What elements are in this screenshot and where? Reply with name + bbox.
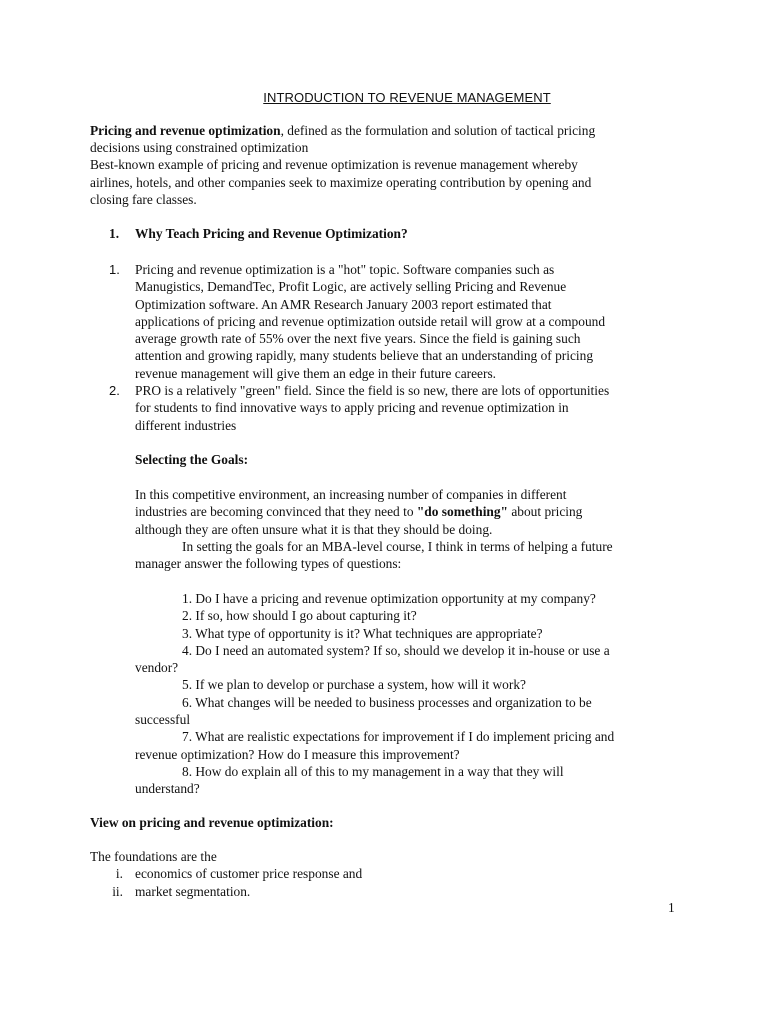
question-item: 5. If we plan to develop or purchase a system, how will it work? bbox=[182, 677, 526, 693]
intro-line-3: Best-known example of pricing and revenue optimization is revenue management whereby bbox=[90, 157, 578, 173]
reason-2-line: PRO is a relatively "green" field. Since the field is so new, there are lots of opportunities bbox=[135, 383, 610, 398]
goals-heading: Selecting the Goals: bbox=[135, 452, 249, 467]
foundation-item: market segmentation. bbox=[135, 884, 251, 899]
goals-p1-line-1: In this competitive environment, an increasing number of companies in different bbox=[135, 487, 567, 502]
intro-paragraph bbox=[90, 122, 690, 208]
goals-p1-line-3: although they are often unsure what it is that they should be doing. bbox=[135, 521, 493, 537]
question-item: 1. Do I have a pricing and revenue optimization opportunity at my company? bbox=[182, 591, 596, 606]
question-item-continued: understand? bbox=[135, 781, 200, 797]
question-item: 4. Do I need an automated system? If so, should we develop it in-house or use a bbox=[182, 642, 610, 658]
section-1-number: 1. bbox=[109, 226, 120, 241]
goals-p1-line-2 bbox=[135, 503, 695, 520]
reason-2-body bbox=[135, 382, 695, 434]
question-item-continued: successful bbox=[135, 712, 191, 728]
goals-p2-line-1: In setting the goals for an MBA-level course, I think in terms of helping a future bbox=[182, 538, 613, 554]
roman-marker-ii: ii. bbox=[112, 884, 123, 899]
question-item: 3. What type of opportunity is it? What techniques are appropriate? bbox=[182, 625, 543, 641]
intro-line-1-rest: , defined as the formulation and solution of tactical pricing bbox=[280, 123, 596, 138]
reason-1-line: average growth rate of 55% over the next five years. Since the field is gaining such bbox=[135, 331, 581, 347]
reason-1-line: applications of pricing and revenue optimization outside retail will grow at a compound bbox=[135, 313, 606, 329]
reason-1-body bbox=[135, 261, 695, 382]
roman-marker-i: i. bbox=[115, 866, 123, 881]
reason-1-line: attention and growing rapidly, many students believe that an understanding of pricing bbox=[135, 348, 594, 364]
reason-1-line: revenue management will give them an edge in their future careers. bbox=[135, 365, 497, 381]
reason-1-number: 1. bbox=[109, 262, 120, 277]
intro-line-1 bbox=[90, 122, 690, 139]
page-number: 1 bbox=[668, 900, 675, 915]
question-item: 8. How do explain all of this to my management in a way that they will bbox=[182, 763, 564, 779]
question-item-continued: revenue optimization? How do I measure this improvement? bbox=[135, 746, 460, 762]
reason-1-line: Optimization software. An AMR Research January 2003 report estimated that bbox=[135, 296, 552, 312]
goals-paragraph-1 bbox=[135, 486, 695, 572]
reason-2-number: 2. bbox=[109, 383, 120, 398]
questions-list bbox=[135, 590, 695, 798]
question-item: 7. What are realistic expectations for improvement if I do implement pricing and bbox=[182, 729, 615, 745]
goals-p1-line-2-post: about pricing bbox=[508, 504, 583, 520]
question-item: 2. If so, how should I go about capturing it? bbox=[182, 608, 417, 624]
section-1-heading: Why Teach Pricing and Revenue Optimization? bbox=[135, 226, 408, 241]
reason-1-line: Manugistics, DemandTec, Profit Logic, are actively selling Pricing and Revenue bbox=[135, 279, 567, 295]
intro-line-5: closing fare classes. bbox=[90, 191, 197, 207]
intro-line-2: decisions using constrained optimization bbox=[90, 140, 309, 156]
foundations-intro: The foundations are the bbox=[90, 849, 217, 864]
foundation-item: economics of customer price response and bbox=[135, 866, 363, 881]
do-something-emphasis: "do something" bbox=[416, 504, 508, 520]
reason-2-line: different industries bbox=[135, 417, 237, 433]
document-title: INTRODUCTION TO REVENUE MANAGEMENT bbox=[263, 90, 551, 105]
view-heading: View on pricing and revenue optimization: bbox=[90, 815, 334, 830]
question-item: 6. What changes will be needed to business processes and organization to be bbox=[182, 694, 592, 710]
reason-2-line: for students to find innovative ways to apply pricing and revenue optimization in bbox=[135, 400, 569, 416]
intro-line-4: airlines, hotels, and other companies seek to maximize operating contribution by opening and bbox=[90, 174, 592, 190]
intro-term: Pricing and revenue optimization bbox=[90, 123, 281, 138]
reason-1-line: Pricing and revenue optimization is a "hot" topic. Software companies such as bbox=[135, 262, 555, 277]
goals-p1-line-2-pre: industries are becoming convinced that they need to bbox=[135, 504, 417, 520]
question-item-continued: vendor? bbox=[135, 660, 179, 676]
goals-p2-line-2: manager answer the following types of questions: bbox=[135, 556, 402, 572]
